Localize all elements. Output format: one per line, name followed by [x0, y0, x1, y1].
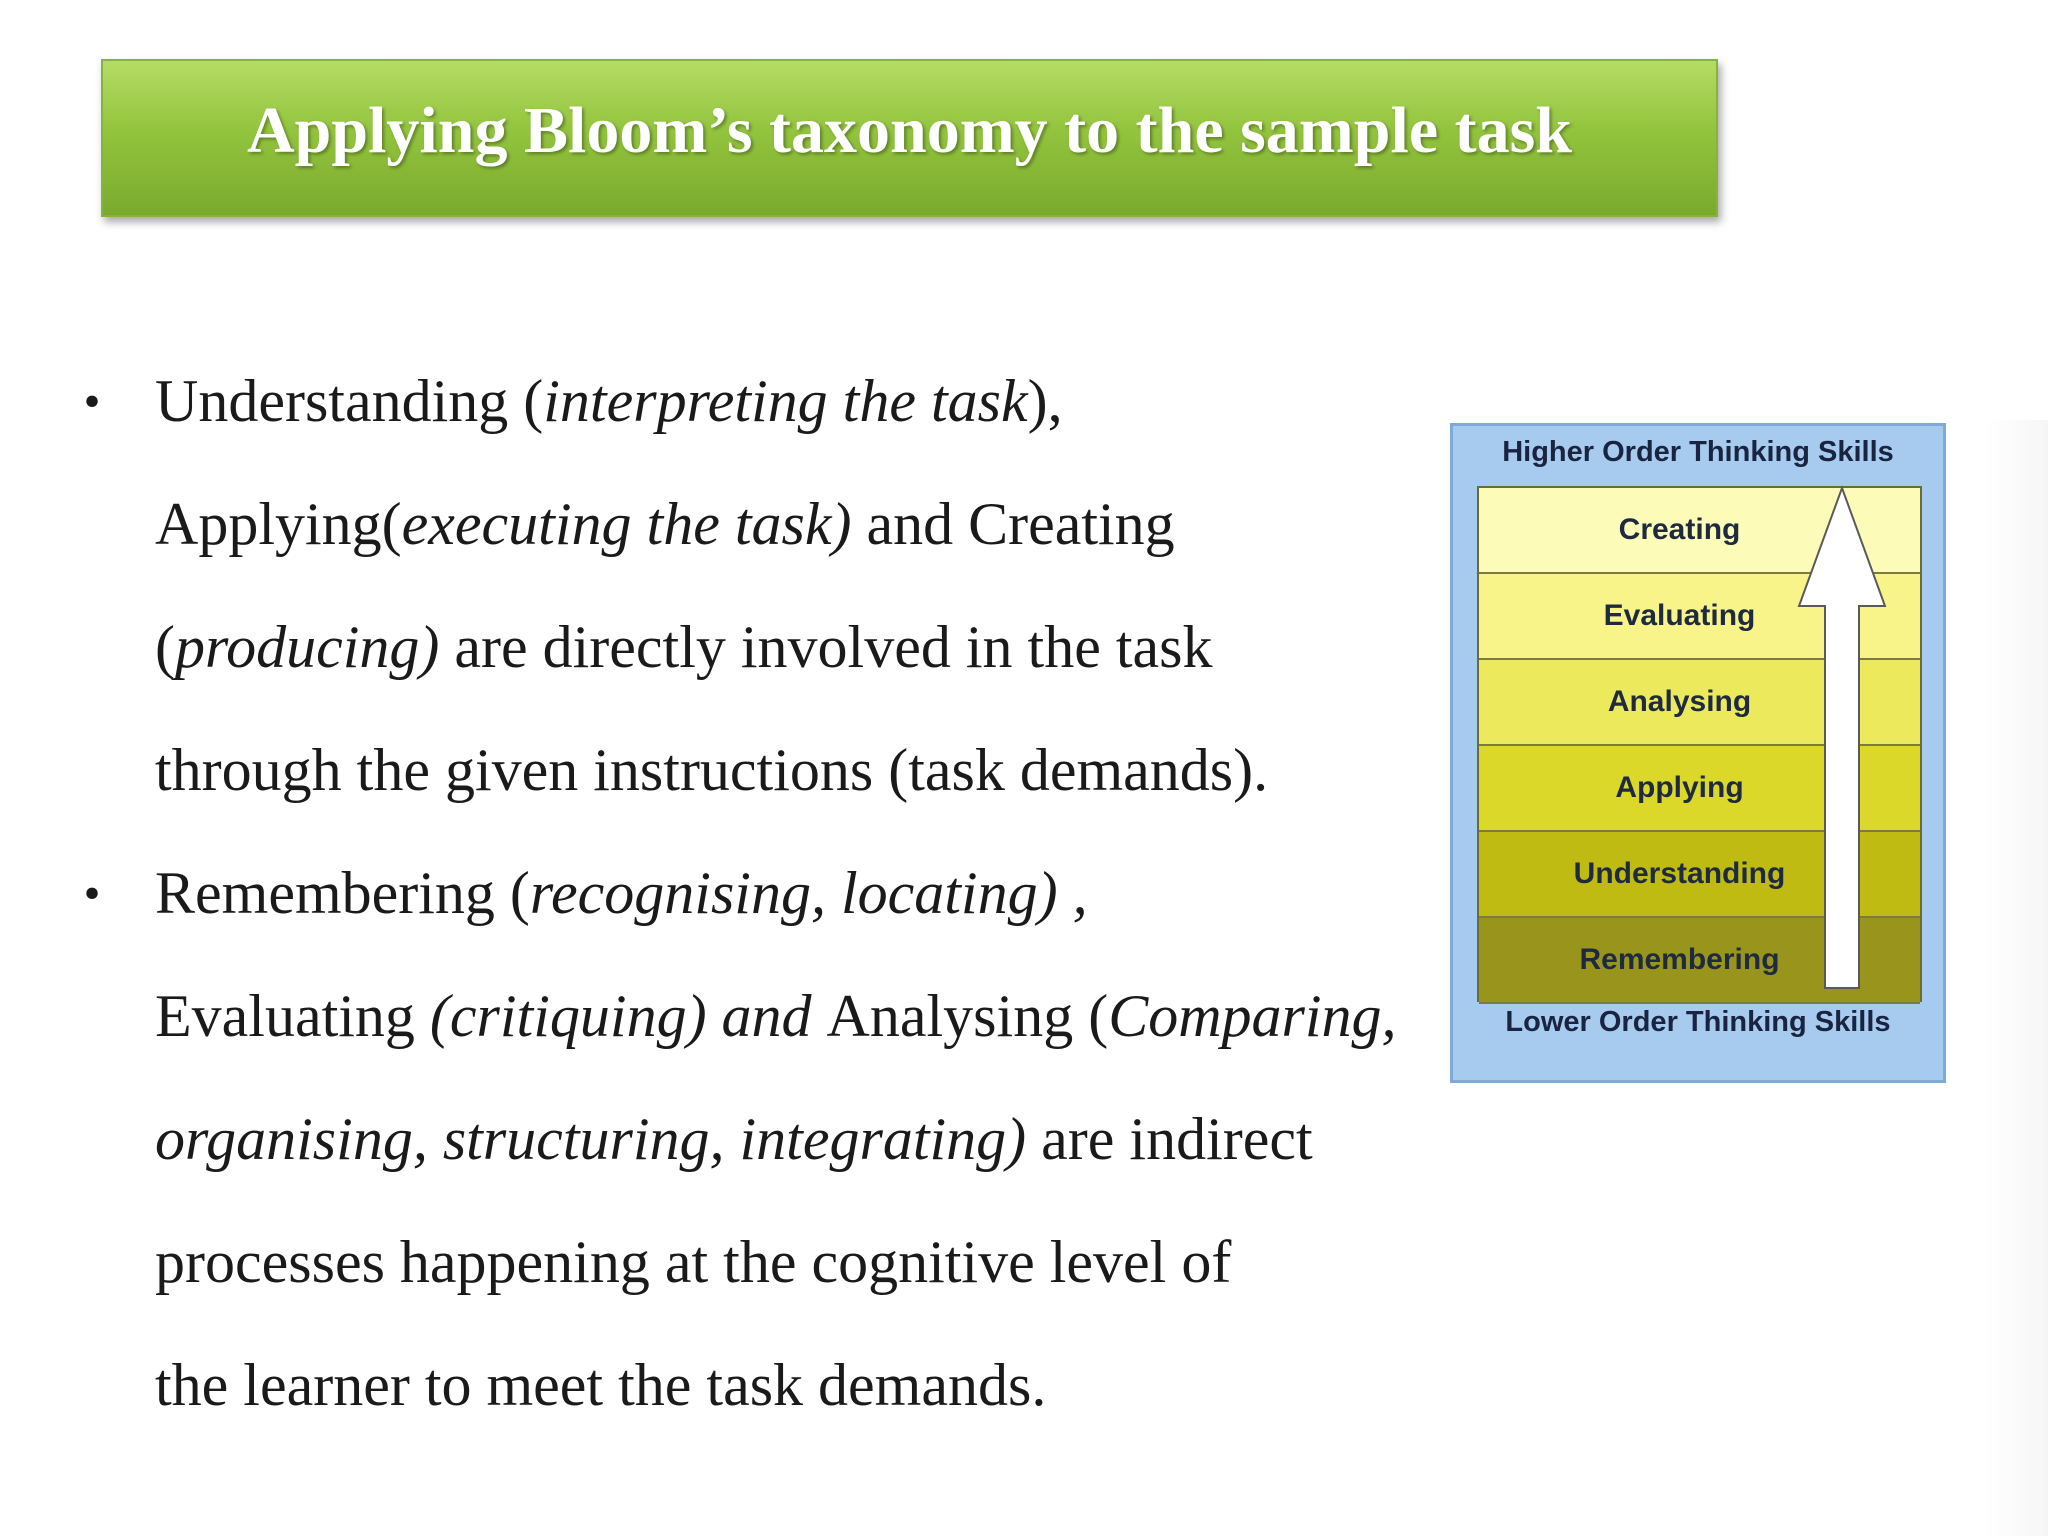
text-run: Remembering ( [155, 860, 530, 926]
bullet-list [72, 340, 1412, 1447]
bullet-line [155, 1201, 1412, 1324]
higher-order-label: Higher Order Thinking Skills [1502, 436, 1894, 468]
text-run: ( [155, 614, 175, 680]
slide-title: Applying Bloom’s taxonomy to the sample task [247, 94, 1572, 167]
bullet-item [72, 832, 1412, 1447]
text-run: and Creating [851, 491, 1175, 557]
bullet-dot: • [83, 375, 101, 428]
text-run: processes happening at the cognitive level of [155, 1229, 1232, 1295]
italic-text-run: producing) [174, 614, 440, 680]
bullet-line [155, 1324, 1412, 1447]
bullet-line [155, 463, 1412, 586]
bloom-taxonomy-diagram [1450, 423, 1946, 1083]
italic-text-run: (critiquing) and [429, 983, 827, 1049]
taxonomy-levels [1477, 486, 1922, 1002]
bullet-line [155, 340, 1412, 463]
text-run: ), [1027, 368, 1063, 434]
italic-text-run: interpreting the task [543, 368, 1028, 434]
taxonomy-level-label: Understanding [1573, 857, 1786, 890]
bullet-item [72, 340, 1412, 832]
bullet-line [155, 586, 1412, 709]
text-run: the learner to meet the task demands. [155, 1352, 1047, 1418]
bullet-line [155, 955, 1412, 1078]
bullet-dot: • [83, 867, 101, 920]
text-run: are indirect [1026, 1106, 1313, 1172]
text-run: Evaluating [155, 983, 430, 1049]
text-run: are directly involved in the task [439, 614, 1213, 680]
right-edge-shade [1985, 420, 2048, 1536]
taxonomy-level-label: Analysing [1607, 685, 1752, 718]
text-run: Understanding ( [155, 368, 544, 434]
text-run: Applying( [155, 491, 402, 557]
taxonomy-level-label: Creating [1618, 513, 1741, 546]
italic-text-run: executing the task) [401, 491, 852, 557]
taxonomy-level-label: Evaluating [1603, 599, 1756, 632]
arrow-shape [1799, 488, 1885, 988]
italic-text-run: recognising, locating) , [529, 860, 1088, 926]
taxonomy-level-label: Remembering [1579, 943, 1780, 976]
text-run: through the given instructions (task demands). [155, 737, 1269, 803]
bullet-line [155, 832, 1412, 955]
lower-order-label: Lower Order Thinking Skills [1505, 1006, 1891, 1038]
italic-text-run: organising, structuring, integrating) [155, 1106, 1027, 1172]
text-run: Analysing ( [826, 983, 1109, 1049]
bullet-line [155, 709, 1412, 832]
upward-arrow-icon [1479, 488, 1924, 1004]
taxonomy-level-label: Applying [1615, 771, 1744, 804]
title-banner [101, 59, 1718, 217]
italic-text-run: Comparing, [1108, 983, 1397, 1049]
bullet-line [155, 1078, 1412, 1201]
